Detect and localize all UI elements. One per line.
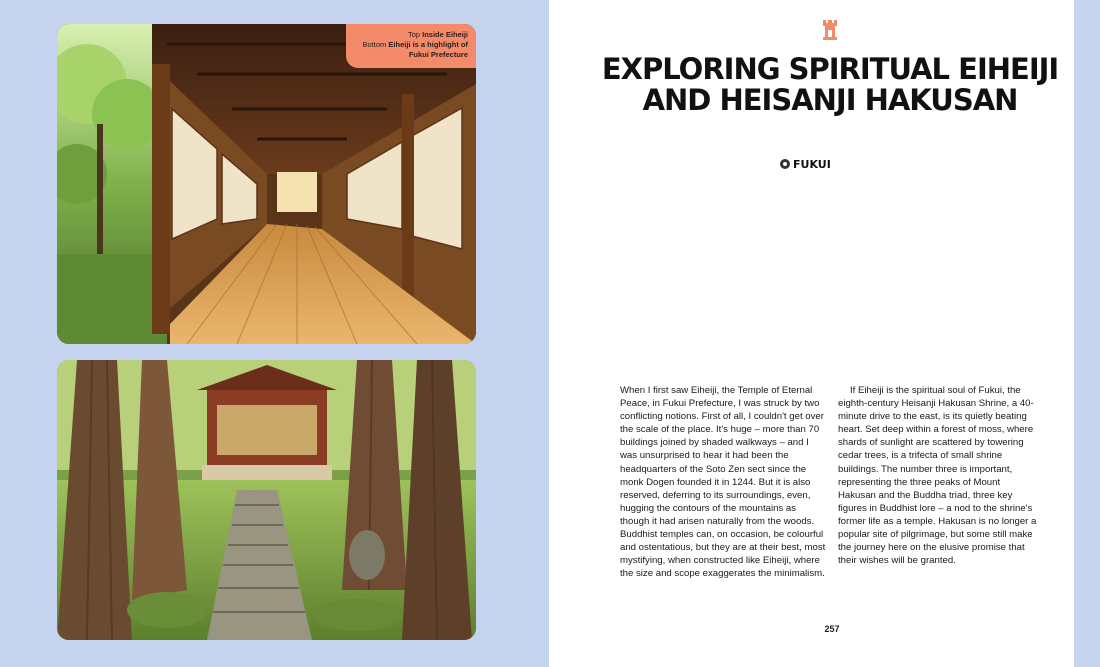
article-title: EXPLORING SPIRITUAL EIHEIJI AND HEISANJI HAKUSAN	[601, 52, 1059, 117]
caption-top-text: Inside Eiheiji	[422, 30, 468, 39]
photo-caption	[346, 24, 476, 68]
location-label	[780, 157, 880, 171]
article-paragraph-1: When I first saw Eiheiji, the Temple of Eternal Peace, in Fukui Prefecture, I was struck by two conflicting notions. First of all, I couldn't get over the scale of the place. It's huge – more than 70 buildings joined by shaded walkways – and I was unsurprised to hear it had been the headquarters of the Soto Zen sect since the monk Dogen founded it in 1244. But it is also reserved, deferring to its surroundings, even, hugging the contours of the mountains as though it had arisen naturally from the woods. Buddhist temples can, on occasion, be colourful and ostentatious, but they are at their best, most mystifying, when constructed like Eiheiji, where the size and scope exaggerates the minimalism.	[620, 385, 826, 580]
article-column-1	[620, 384, 826, 580]
next-page-edge	[1074, 0, 1100, 667]
forest-illustration	[57, 360, 476, 640]
article-column-2	[838, 384, 1038, 567]
photo-temple-corridor	[57, 24, 476, 344]
page-number: 257	[824, 624, 840, 634]
caption-bottom-text: Eiheiji is a highlight of Fukui Prefecture	[388, 40, 468, 59]
location-text: FUKUI	[793, 157, 831, 171]
caption-top-prefix: Top	[407, 30, 421, 39]
caption-bottom-prefix: Bottom	[362, 40, 387, 49]
corridor-illustration	[57, 24, 476, 344]
photo-forest-shrine	[57, 360, 476, 640]
location-pin-icon	[780, 159, 790, 169]
castle-icon	[823, 20, 837, 40]
article-paragraph-2: If Eiheiji is the spiritual soul of Fukui, the eighth-century Heisanji Hakusan Shrine, a 40-minute drive to the east, is its quietly beating heart. Set deep within a forest of moss, where shards of sunlight are scattered by towering cedar trees, is a trifecta of small shrine buildings. The number three is important, representing the three peaks of Mount Hakusan and the Buddha triad, three key figures in Buddhist lore – a nod to the shrine's former life as a temple. Hakusan is no longer a popular site of pilgrimage, but some still make the journey here on the elusive promise that their wishes will be granted.	[838, 385, 1037, 567]
